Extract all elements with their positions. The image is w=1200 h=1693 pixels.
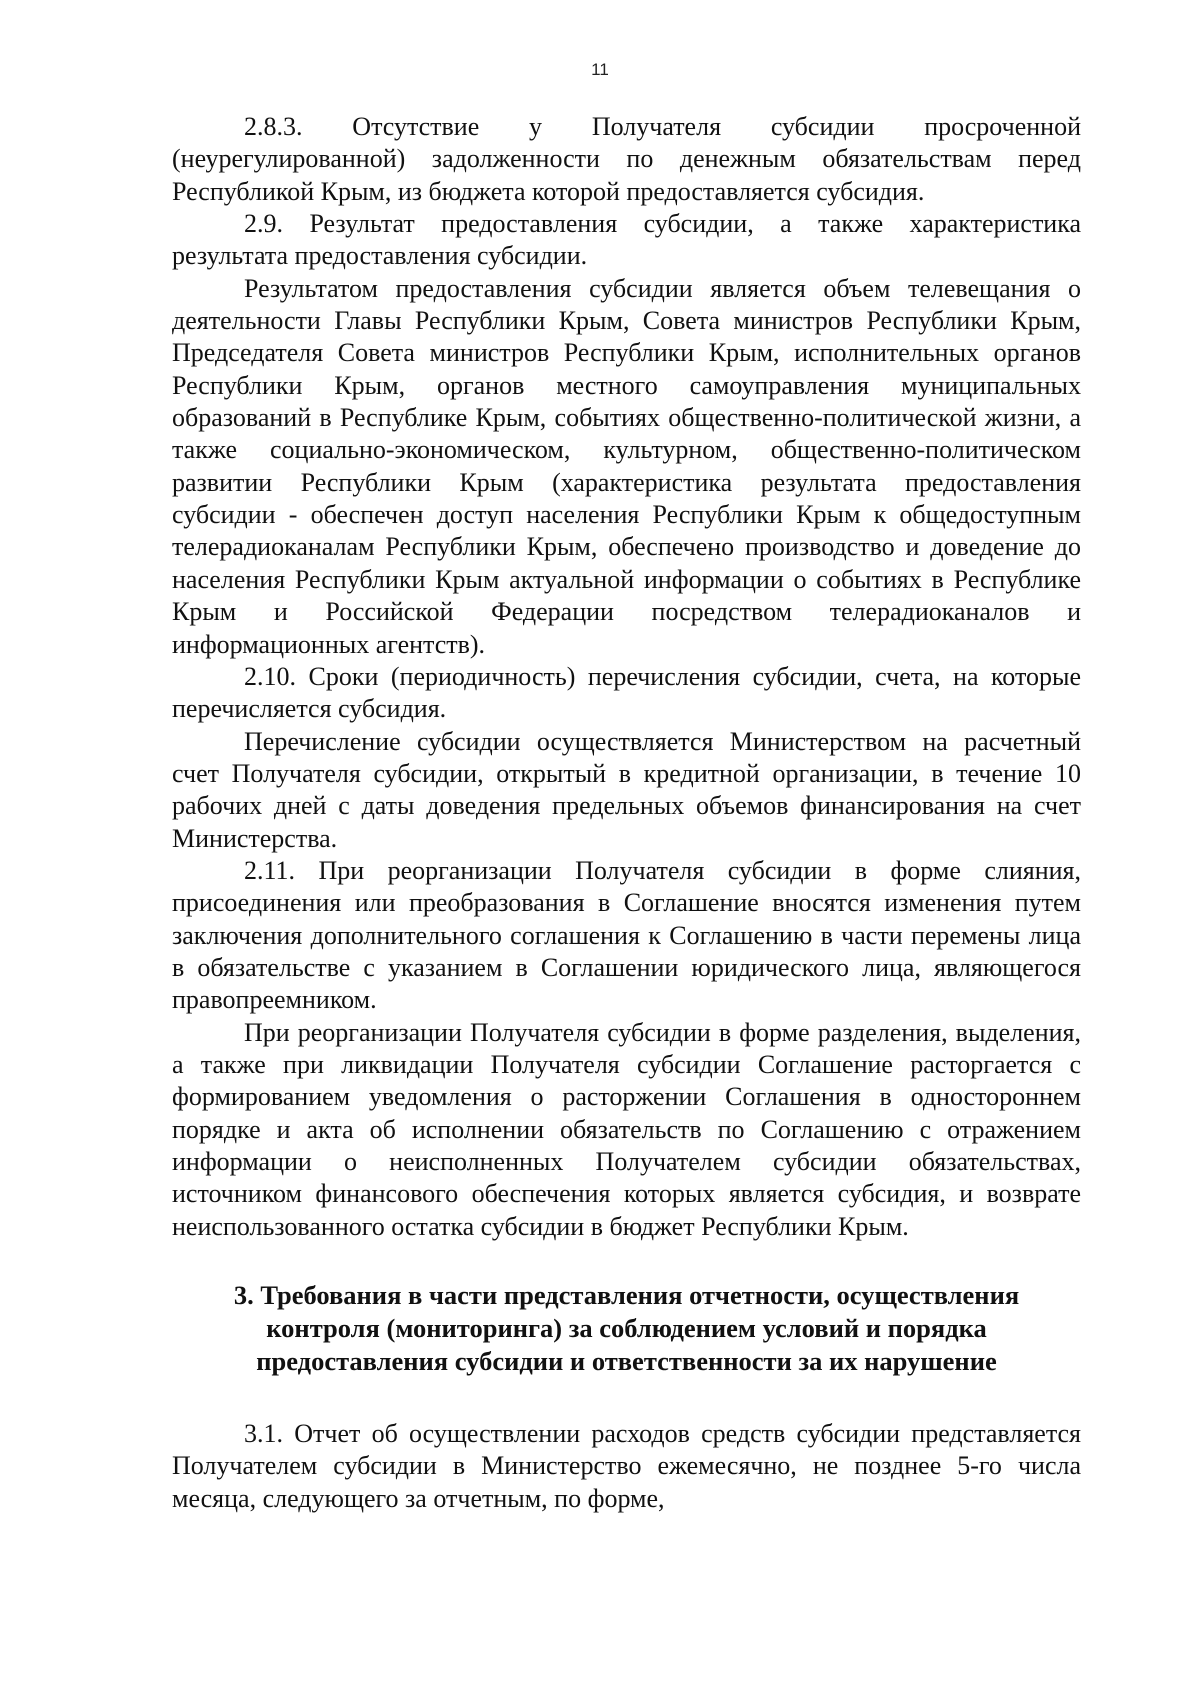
- section-heading: 3. Требования в части представления отчетности, осуществления контроля (мониторинга) за соблюдением условий и порядка предоставления субсидии и ответственности за их нарушение: [233, 1280, 1020, 1377]
- paragraph-reorganization: При реорганизации Получателя субсидии в форме разделения, выделения, а также при ликвидации Получателя субсидии Соглашение расторгается с формированием уведомления о расторжении Соглашения в одностороннем порядке и акта об исполнении обязательств по Соглашению с отражением информации о неисполненных Получателем субсидии обязательствах, источником финансового обеспечения которых является субсидия, и возврате неиспользованного остатка субсидии в бюджет Республики Крым.: [172, 1017, 1081, 1241]
- paragraph-2-8-3: 2.8.3. Отсутствие у Получателя субсидии просроченной (неурегулированной) задолженности по денежным обязательствам перед Республикой Крым, из бюджета которой предоставляется субсидия.: [172, 112, 1081, 206]
- document-body: [172, 111, 1081, 1515]
- page-number: 11: [591, 60, 609, 79]
- paragraph-subsidy-result: Результатом предоставления субсидии является объем телевещания о деятельности Главы Республики Крым, Совета министров Республики Крым, Председателя Совета министров Республики Крым, исполнительных органов Республики Крым, органов местного самоуправления муниципальных образований в Республике Крым, событиях общественно-политической жизни, а также социально-экономическом, культурном, общественно-политическом развитии Республики Крым (характеристика результата предоставления субсидии - обеспечен доступ населения Республики Крым к общедоступным телерадиоканалам Республики Крым, обеспечено производство и доведение до населения Республики Крым актуальной информации о событиях в Республике Крым и Российской Федерации посредством телерадиоканалов и информационных агентств).: [172, 273, 1081, 659]
- paragraph-2-10: 2.10. Сроки (периодичность) перечисления субсидии, счета, на которые перечисляется субсидия.: [172, 661, 1081, 724]
- paragraph-2-9: 2.9. Результат предоставления субсидии, а также характеристика результата предоставления субсидии.: [172, 209, 1081, 271]
- paragraph-3-1: 3.1. Отчет об осуществлении расходов средств субсидии представляется Получателем субсидии в Министерство ежемесячно, не позднее 5-го числа месяца, следующего за отчетным, по форме,: [172, 1419, 1081, 1513]
- paragraph-2-11: 2.11. При реорганизации Получателя субсидии в форме слияния, присоединения или преобразования в Соглашение вносятся изменения путем заключения дополнительного соглашения к Соглашению в части перемены лица в обязательстве с указанием в Соглашении юридического лица, являющегося правопреемником.: [172, 855, 1081, 1015]
- paragraph-transfer: Перечисление субсидии осуществляется Министерством на расчетный счет Получателя субсидии, открытый в кредитной организации, в течение 10 рабочих дней с даты доведения предельных объемов финансирования на счет Министерства.: [172, 726, 1081, 853]
